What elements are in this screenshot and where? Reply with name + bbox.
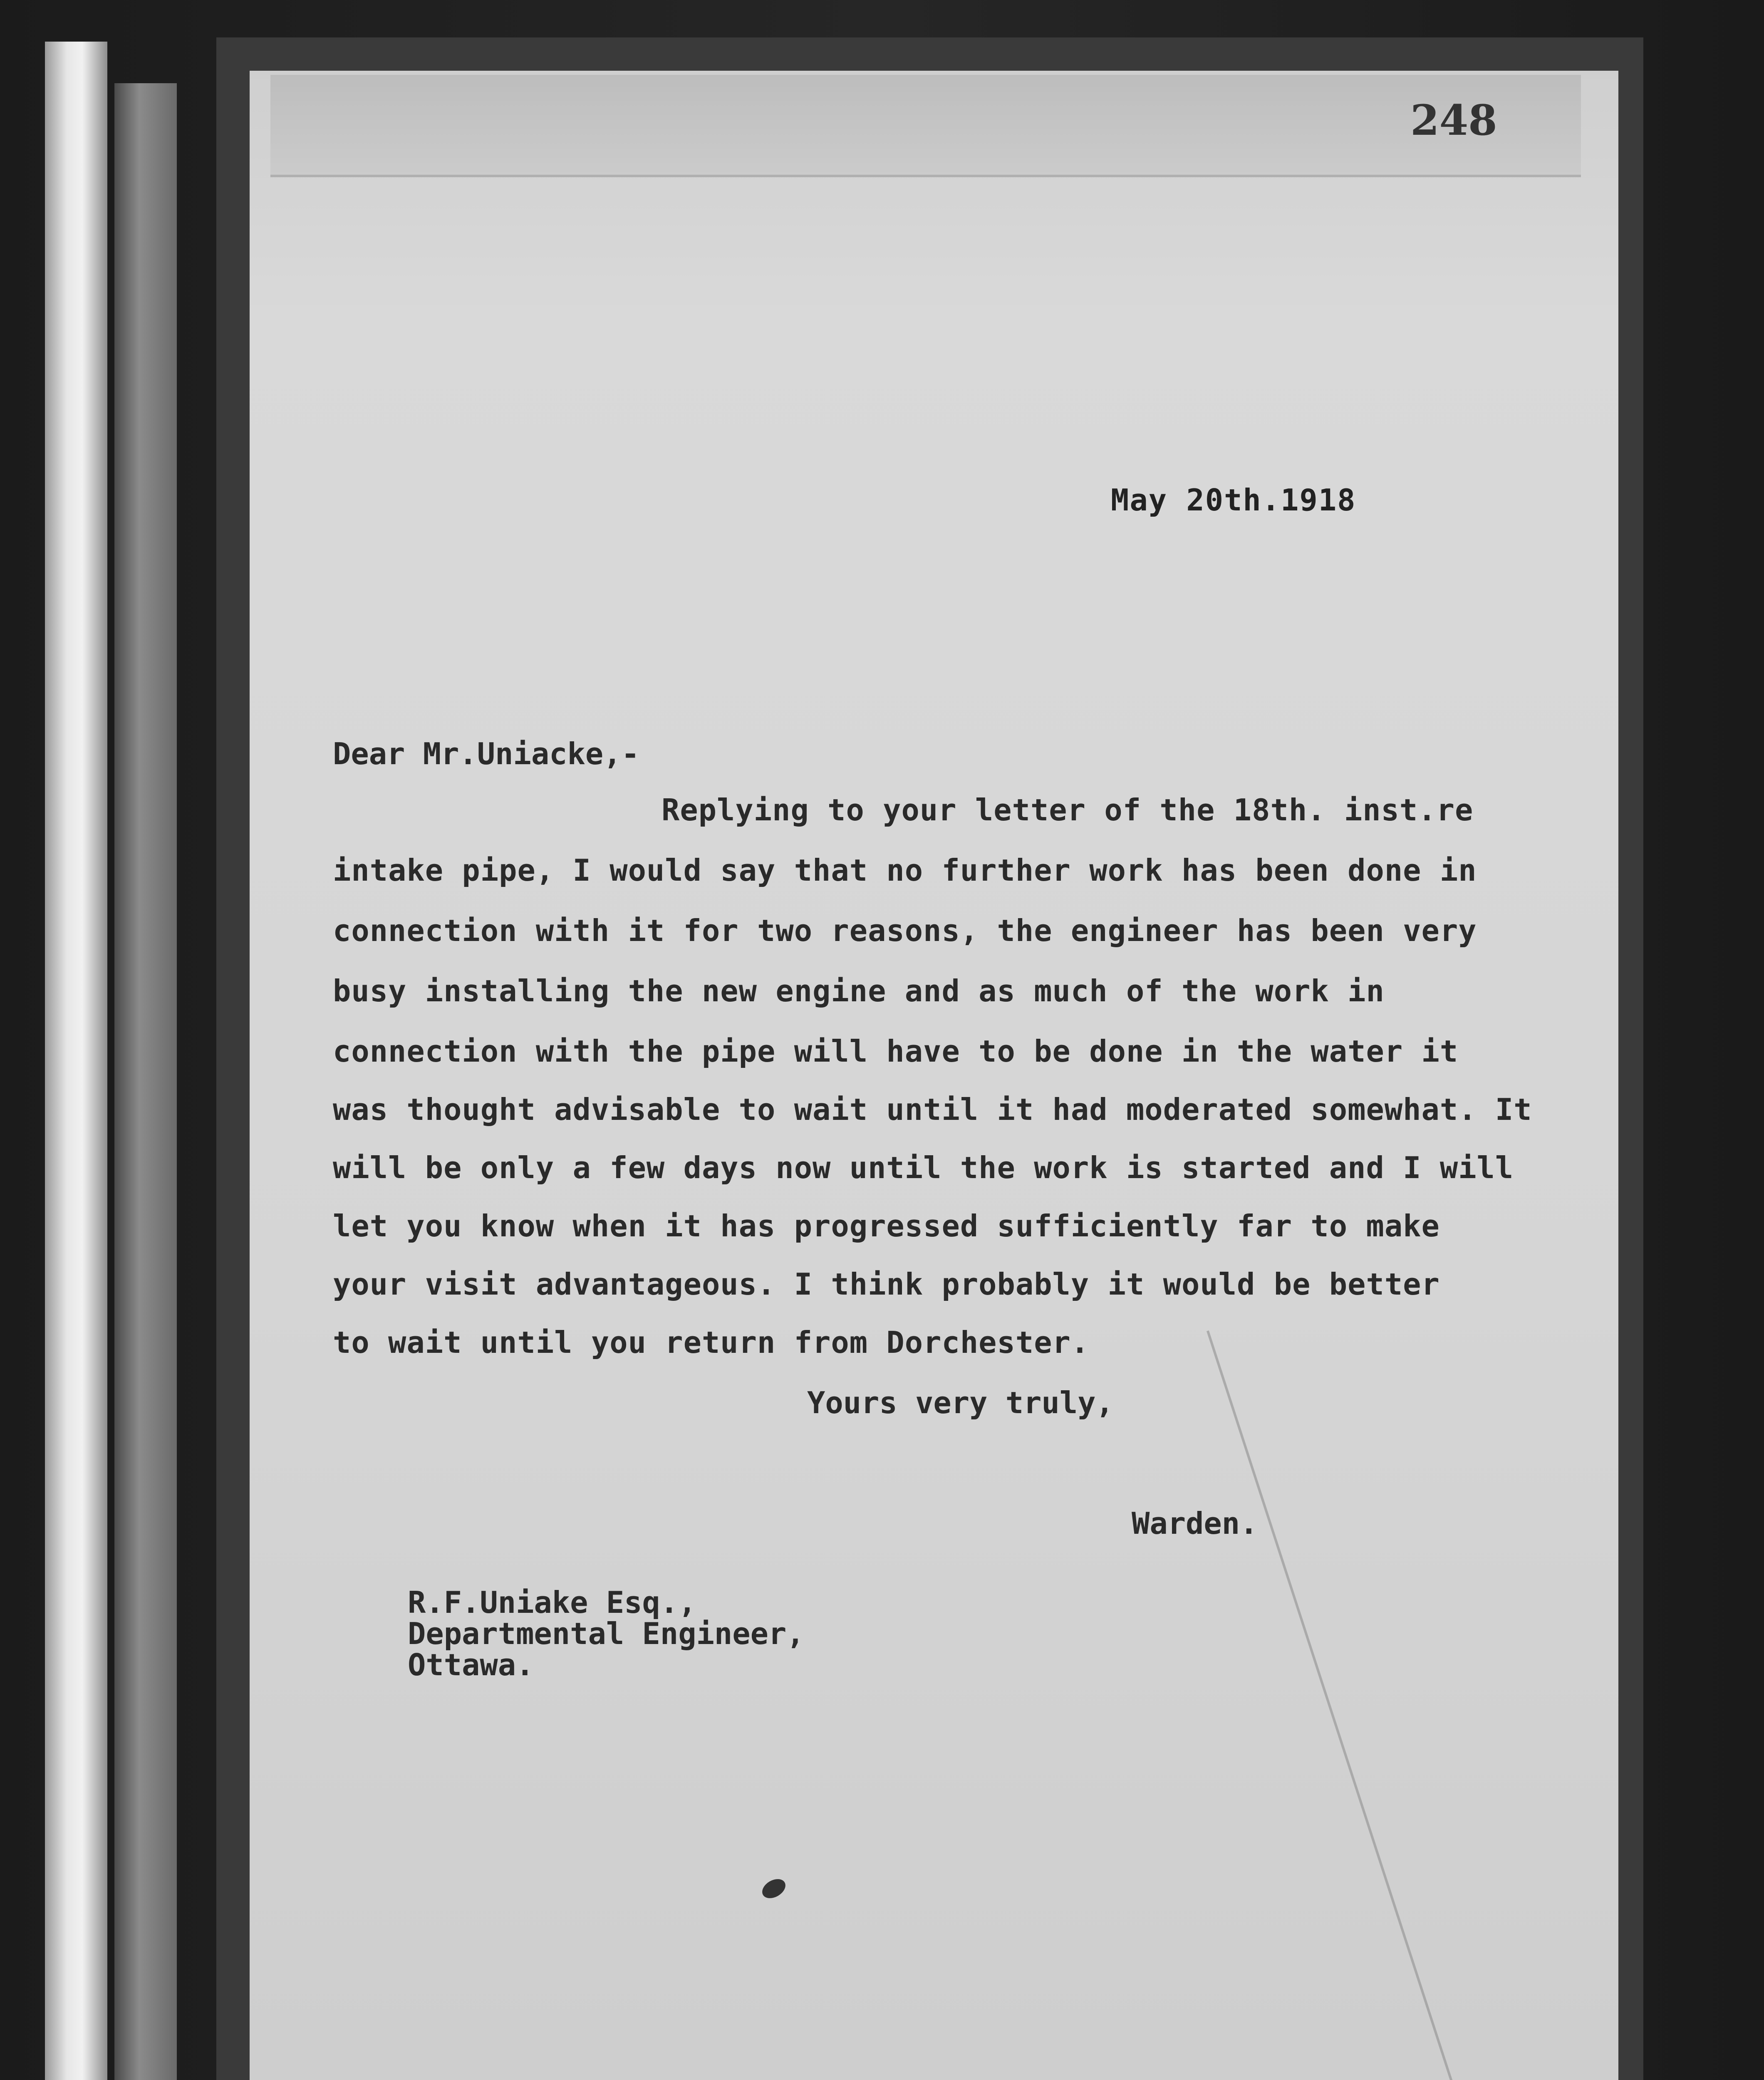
body-line: connection with the pipe will have to be done in the water it: [333, 1034, 1459, 1069]
body-line: busy installing the new engine and as much of the work in: [333, 973, 1385, 1008]
body-line: to wait until you return from Dorchester.: [333, 1325, 1090, 1360]
recipient-title: Departmental Engineer,: [408, 1616, 805, 1651]
recipient-city: Ottawa.: [408, 1647, 534, 1682]
body-line: intake pipe, I would say that no further work has been done in: [333, 853, 1477, 888]
salutation: Dear Mr.Uniacke,-: [333, 736, 639, 771]
body-line: was thought advisable to wait until it had moderated somewhat. It: [333, 1092, 1532, 1127]
page-binding-edge: [114, 83, 177, 2080]
signature: Warden.: [1132, 1506, 1258, 1541]
letter-page: [250, 71, 1618, 2080]
body-line: your visit advantageous. I think probably it would be better: [333, 1267, 1440, 1302]
body-line: let you know when it has progressed sufficiently far to make: [333, 1208, 1440, 1243]
body-line: will be only a few days now until the work is started and I will: [333, 1150, 1514, 1185]
page-number: 248: [1410, 96, 1497, 145]
page-header-band: [270, 75, 1581, 177]
body-line: Replying to your letter of the 18th. inst.re: [662, 792, 1474, 827]
recipient-name: R.F.Uniake Esq.,: [408, 1585, 696, 1620]
body-line: connection with it for two reasons, the engineer has been very: [333, 913, 1477, 948]
film-edge-strip: [45, 42, 107, 2080]
closing: Yours very truly,: [807, 1385, 1114, 1420]
letter-date: May 20th.1918: [1111, 483, 1356, 518]
